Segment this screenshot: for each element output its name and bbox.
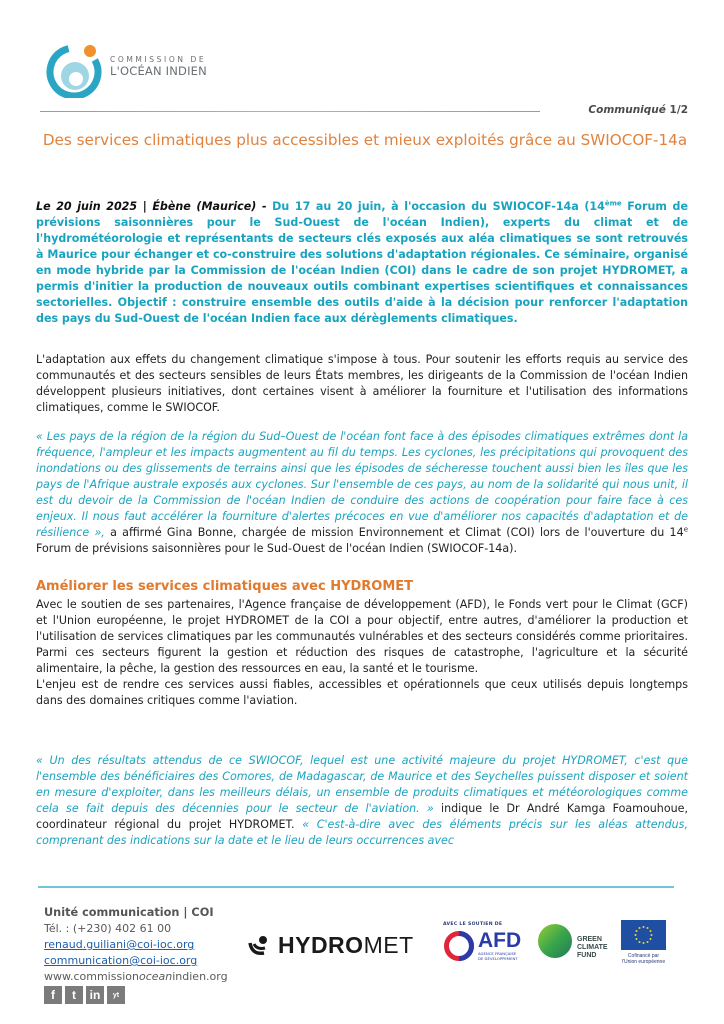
afd-sub1: AGENCE FRANÇAISE	[478, 951, 517, 956]
hydromet-wave-icon	[248, 933, 274, 959]
quote2-text-b: « C'est-à-dire avec des éléments précis sur les aléas attendus, comprenant des indications sur la date et le lieu de leurs occurrences avec	[36, 818, 688, 847]
hydromet-bold: HYDRO	[278, 932, 364, 958]
section-heading: Améliorer les services climatiques avec HYDROMET	[36, 579, 414, 594]
communique-label	[588, 104, 688, 116]
paragraph-context: L'adaptation aux effets du changement climatique s'impose à tous. Pour soutenir les efforts requis au service des communautés et des secteurs sensibles de leurs États membres, les dirigeants de la Commission de l'océan Indien développent plusieurs initiatives, dont certaines visent à améliorer la fourniture et l'utilisation des informations climatiques, comme le SWIOCOF.	[36, 353, 688, 414]
org-name-line1: COMMISSION DE	[110, 55, 207, 64]
email-link-renaud[interactable]: renaud.guiliani@coi-ioc.org	[44, 938, 195, 951]
facebook-icon[interactable]: f	[44, 986, 62, 1004]
lead-intro-b: Forum de prévisions saisonnières pour le Sud-Ouest de l'océan Indien), experts du climat et de l'hydrométéorologie et représentants de secteurs clés exposés aux aléa climatiques se sont retrouvés à Maurice pour échanger et co-construire des solutions d'adaptation régionales. Ce séminaire, organisé en mode hybride par la Commission de l'océan Indien (COI) dans le cadre de son projet HYDROMET, a permis d'initier la production de nouveaux outils combinant expertises scientifiques et connaissances sectorielles. Objectif : construire ensemble des outils d'aide à la décision pour renforcer l'adaptation des pays du Sud-Ouest de l'océan Indien face aux dérèglements climatiques.	[36, 200, 688, 325]
communique-word: Communiqué	[588, 104, 666, 116]
quote2-attribution: indique le Dr André Kamga Foamouhoue, coordinateur régional du projet HYDROMET.	[36, 802, 689, 831]
website-link[interactable]	[44, 969, 228, 985]
paragraph-hydromet-b: L'enjeu est de rendre ces services aussi fiables, accessibles et opérationnels que ceux utilisés depuis longtemps dans des domaines critiques comme l'aviation.	[36, 678, 688, 707]
eu-logo	[621, 920, 666, 965]
eu-flag-icon	[621, 920, 666, 950]
website-part-a: www.commission	[44, 970, 139, 983]
website-part-c: indien.org	[172, 970, 228, 983]
quote-attribution-a: a affirmé Gina Bonne, chargée de mission Environnement et Climat (COI) lors de l'ouverture du 14	[104, 526, 684, 539]
contact-block	[44, 905, 228, 985]
lead-sup: ème	[604, 199, 622, 208]
quote-attribution-sup: e	[683, 525, 688, 534]
gcf-line3: FUND	[577, 952, 597, 959]
twitter-icon[interactable]: t	[65, 986, 83, 1004]
afd-name: AFD	[478, 929, 522, 952]
quote-text: « Les pays de la région de la région du Sud–Ouest de l'océan font face à des épisodes climatiques extrêmes dont la fréquence, l'ampleur et les impacts augmentent au fil du temps. Les cyclones, les précipitations qui provoquent des inondations ou des glissements de terrains ainsi que les épisodes de sécheresse touchent aussi bien les îles que les pays de l'Afrique australe exposés aux cyclones. Sur l'ensemble de ces pays, au nom de la solidarité qui nous unit, il est du devoir de la Commission de l'océan Indien de conduire des actions de coopération pour faire face à ces enjeux. Il nous faut accélérer la fourniture d'alertes précoces en vue d'améliorer nos capacités d'adaptation et de résilience »,	[36, 430, 688, 539]
hydromet-logo	[248, 932, 414, 959]
contact-phone: Tél. : (+230) 402 61 00	[44, 922, 172, 935]
social-links	[44, 986, 125, 1004]
eu-line2: l'Union européenne	[621, 959, 666, 965]
org-name	[110, 55, 207, 78]
gcf-line2: CLIMATE	[577, 944, 608, 951]
quote-attribution-b: Forum de prévisions saisonnières pour le Sud-Ouest de l'océan Indien (SWIOCOF-14a).	[36, 542, 517, 555]
hydromet-light: MET	[363, 932, 414, 958]
quote-gina-bonne	[36, 429, 688, 557]
gcf-globe-icon	[537, 923, 573, 959]
page-indicator: 1/2	[669, 104, 688, 116]
youtube-icon[interactable]: yt	[107, 986, 125, 1004]
linkedin-icon[interactable]: in	[86, 986, 104, 1004]
quote2-text-a: « Un des résultats attendus de ce SWIOCOF, lequel est une activité majeure du projet HYDROMET, c'est que l'ensemble des bénéficiaires des Comores, de Madagascar, de Maurice et des Seychelles puissent disposer et soient en mesure d'exploiter, dans les meilleurs délais, un ensemble de produits climatiques et météorologiques comme cela se fait depuis des décennies pour le secteur de l'aviation. »	[36, 754, 688, 815]
afd-caption: AVEC LE SOUTIEN DE	[443, 922, 503, 927]
lead-intro	[36, 200, 688, 325]
afd-logo	[443, 922, 521, 962]
coi-logo-icon	[46, 40, 106, 98]
gcf-line1: GREEN	[577, 936, 602, 943]
afd-ring-icon	[443, 930, 475, 962]
dateline: Le 20 juin 2025 | Ébène (Maurice) -	[36, 200, 267, 213]
org-name-line2: L'OCÉAN INDIEN	[110, 64, 207, 78]
email-link-communication[interactable]: communication@coi-ioc.org	[44, 954, 198, 967]
contact-unit: Unité communication | COI	[44, 906, 214, 919]
lead-paragraph	[36, 199, 688, 327]
paragraph-hydromet	[36, 597, 688, 709]
header-divider	[40, 111, 540, 112]
paragraph-hydromet-a: Avec le soutien de ses partenaires, l'Agence française de développement (AFD), le Fonds vert pour le Climat (GCF) et l'Union européenne, le projet HYDROMET de la COI a pour objectif, entre autres, d'améliorer la production et l'utilisation de services climatiques par les communautés vulnérables et des secteurs considérés comme prioritaires. Parmi ces secteurs figurent la gestion et réduction des risques de catastrophe, l'agriculture et la sécurité alimentaire, la pêche, la gestion des ressources en eau, la santé et le tourisme.	[36, 598, 688, 675]
footer-divider	[38, 886, 674, 888]
quote-kamga	[36, 753, 688, 849]
eu-line1: Cofinancé par	[627, 953, 660, 959]
afd-sub2: DE DÉVELOPPEMENT	[478, 956, 518, 961]
lead-intro-a: Du 17 au 20 juin, à l'occasion du SWIOCOF-14a (14	[266, 200, 605, 213]
gcf-logo	[537, 922, 608, 960]
page-title: Des services climatiques plus accessibles et mieux exploités grâce au SWIOCOF-14a	[42, 131, 688, 149]
website-part-b: ocean	[138, 970, 173, 983]
